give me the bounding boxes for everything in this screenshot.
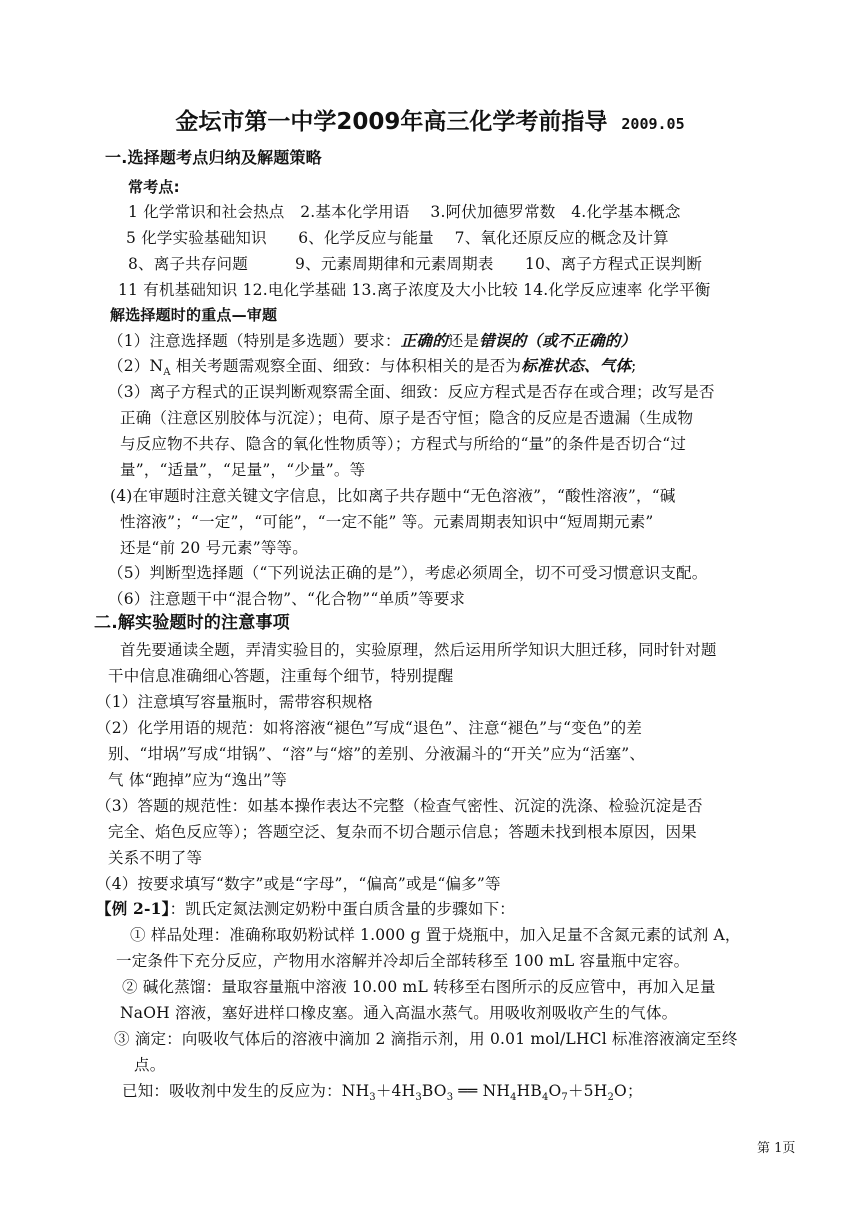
- s2-item-2-line: （2）化学用语的规范：如将溶液“褪色”写成“退色”、注意“褪色”与“变色”的差: [96, 719, 643, 737]
- s2-item-4: （4）按要求填写“数字”或是“字母”，“偏高”或是“偏多”等: [96, 875, 501, 893]
- s1-item-5: （5）判断型选择题（“下列说法正确的是”），考虑必须周全，切不可受习惯意识支配。: [108, 564, 708, 582]
- s1-item-6: （6）注意题干中“混合物”、“化合物”“单质”等要求: [108, 590, 466, 608]
- title-date: 2009.05: [621, 115, 685, 133]
- s2-item-3-line: 关系不明了等: [108, 849, 203, 867]
- focus-heading: 解选择题时的重点—审题: [110, 306, 278, 324]
- s1-item-3-line: 与反应物不共存、隐含的氧化性物质等）；方程式与所给的“量”的条件是否切合“过: [120, 435, 687, 453]
- section1-heading: 一.选择题考点归纳及解题策略: [105, 148, 322, 167]
- s1-item-2: $(2)N_A$ 相关考题需观察全面、细致：与体积相关的是否为标准状态、气体;: [108, 356, 637, 379]
- s2-item-3-line: 完全、焰色反应等）；答题空泛、复杂而不切合题示信息；答题未找到根本原因，因果: [108, 823, 697, 841]
- s1-item-3-line: （3）离子方程式的正误判断观察需全面、细致：反应方程式是否存在或合理；改写是否: [108, 383, 715, 401]
- example-step-1-line: 一定条件下充分反应，产物用水溶解并冷却后全部转移至 100 mL 容量瓶中定容。: [116, 952, 690, 970]
- s2-item-2-line: 别、“坩埚”写成“坩锅”、“溶”与“熔”的差别、分液漏斗的“开关”应为“活塞”、: [108, 745, 646, 763]
- title-text: 金坛市第一中学2009年高三化学考前指导: [175, 109, 608, 135]
- s1-item-3-line: 量”，“适量”，“足量”，“少量”。等: [120, 461, 366, 479]
- example-label: 【例 2-1】: [96, 899, 170, 918]
- s2-intro-line: 首先要通读全题，弄清实验目的，实验原理，然后运用所学知识大胆迁移，同时针对题: [120, 641, 717, 659]
- topics-line: 8、离子共存问题 9、元素周期律和元素周期表 10、离子方程式正误判断: [128, 255, 703, 273]
- example-heading: 【例 2-1】：凯氏定氮法测定奶粉中蛋白质含量的步骤如下：: [96, 899, 515, 918]
- common-topics-label: 常考点:: [128, 178, 180, 196]
- s1-item-1: （1）注意选择题（特别是多选题）要求：正确的还是错误的（或不正确的）: [108, 331, 637, 350]
- page-number: 第 1页: [757, 1141, 796, 1156]
- topics-line: 1 化学常识和社会热点 2.基本化学用语 3.阿伏加德罗常数 4.化学基本概念: [128, 203, 681, 221]
- s1-item-4-line: 还是“前 20 号元素”等等。: [120, 539, 308, 557]
- example-known-equation: 已知：吸收剂中发生的反应为：$NH_3+4H_3BO_3$ ══ $NH_4HB_4O_7+5H_2O$；: [122, 1082, 643, 1104]
- example-step-3-line: ③ 滴定：向吸收气体后的溶液中滴加 2 滴指示剂，用 0.01 mol/LHCl 标准溶液滴定至终: [114, 1030, 738, 1048]
- s2-item-2-line: 气 体“跑掉”应为“逸出”等: [108, 771, 287, 789]
- s1-item-4-line: 性溶液”；“一定”，“可能”，“一定不能” 等。元素周期表知识中“短周期元素”: [120, 513, 654, 531]
- example-step-2-line: NaOH 溶液，塞好进样口橡皮塞。通入高温水蒸气。用吸收剂吸收产生的气体。: [120, 1004, 678, 1022]
- s1-item-3-line: 正确（注意区别胶体与沉淀）；电荷、原子是否守恒；隐含的反应是否遗漏（生成物: [120, 409, 694, 427]
- topics-line: 5 化学实验基础知识 6、化学反应与能量 7、氧化还原反应的概念及计算: [126, 229, 669, 247]
- section2-heading: 二.解实验题时的注意事项: [94, 613, 290, 633]
- example-step-2-line: ② 碱化蒸馏：量取容量瓶中溶液 10.00 mL 转移至右图所示的反应管中，再加入足量: [122, 978, 716, 996]
- s2-item-1: （1）注意填写容量瓶时，需带容积规格: [96, 693, 373, 711]
- topics-line: 11 有机基础知识 12.电化学基础 13.离子浓度及大小比较 14.化学反应速率 化学平衡: [118, 281, 711, 299]
- s1-item-4-line: (4)在审题时注意关键文字信息，比如离子共存题中“无色溶液”，“酸性溶液”，“碱: [110, 487, 676, 505]
- s2-item-3-line: （3）答题的规范性：如基本操作表达不完整（检查气密性、沉淀的洗涤、检验沉淀是否: [96, 797, 703, 815]
- page-title: [0, 103, 860, 136]
- example-step-3-line: 点。: [134, 1056, 166, 1074]
- s2-intro-line: 干中信息准确细心答题，注重每个细节，特别提醒: [108, 667, 454, 685]
- example-step-1-line: ① 样品处理：准确称取奶粉试样 1.000 g 置于烧瓶中，加入足量不含氮元素的试剂 A，: [130, 926, 741, 944]
